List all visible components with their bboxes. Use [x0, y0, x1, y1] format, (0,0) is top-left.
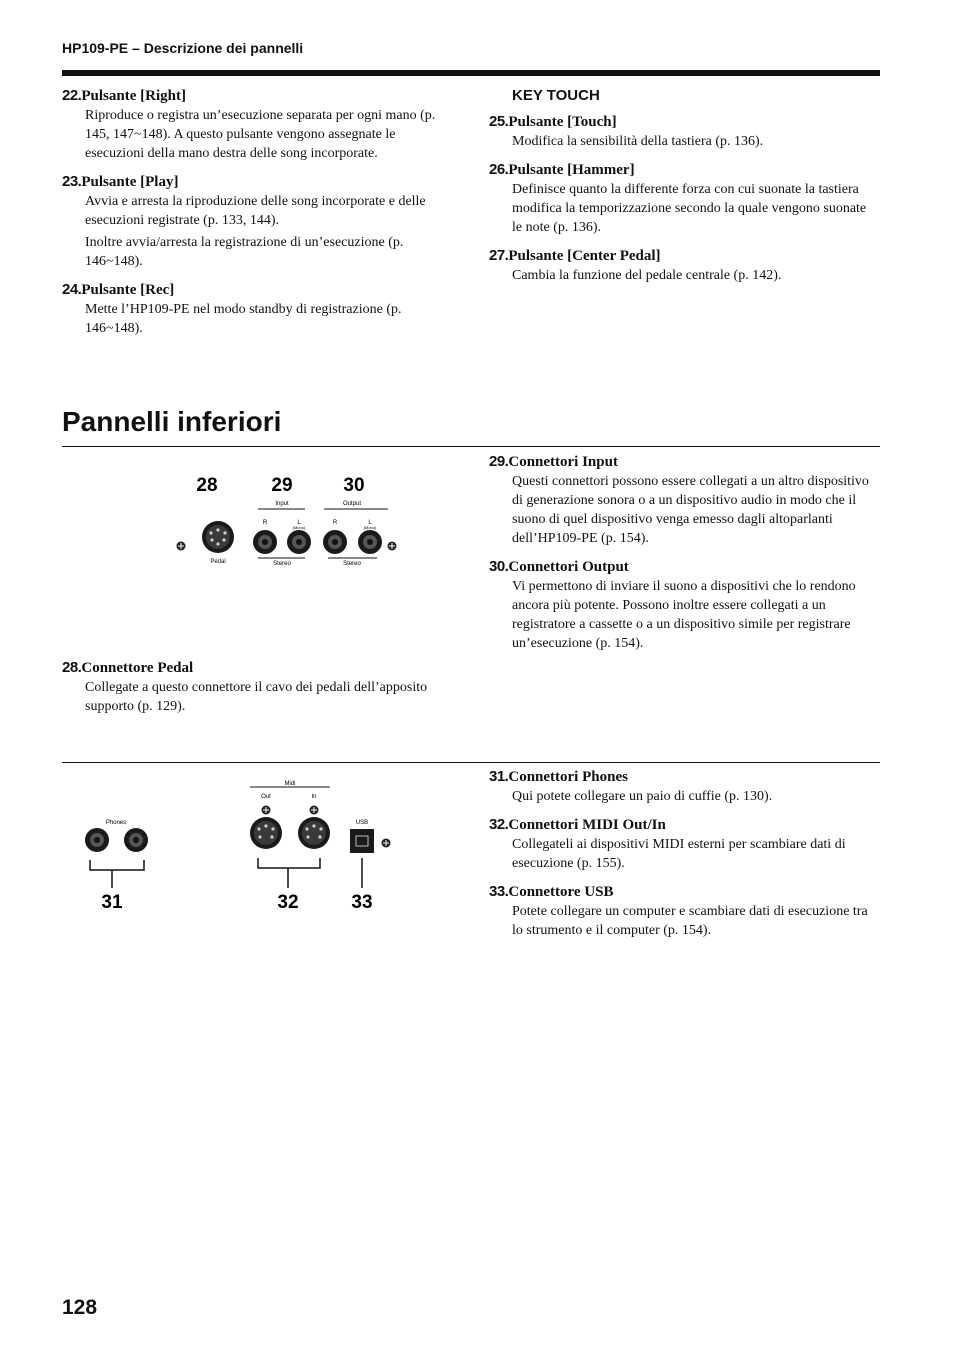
- item-paragraph: Definisce quanto la differente forza con cui suonate la tastiera modifica la temporizzazione secondo la quale vengono suonate le note (p. 136).: [512, 182, 867, 235]
- item-number: 25.: [489, 113, 509, 130]
- item-body: [62, 106, 442, 163]
- item-title: Connettori Input: [508, 454, 618, 470]
- rear-panel-diagram-2: [80, 776, 400, 918]
- item-paragraph: Potete collegare un computer e scambiare dati di esecuzione tra lo strumento e il computer (p. 154).: [512, 904, 868, 938]
- output-l-label: L: [368, 520, 372, 526]
- item-body: [489, 902, 869, 940]
- usb-label: USB: [355, 820, 369, 826]
- list-item: [62, 172, 442, 271]
- callout-31: 31: [101, 892, 123, 913]
- callout-33: 33: [351, 892, 373, 913]
- output-mono-label: (Mono): [363, 525, 377, 530]
- list-item: [62, 658, 442, 716]
- item-number: 31.: [489, 768, 509, 785]
- screw-icon: [382, 839, 391, 848]
- item-paragraph: Inoltre avvia/arresta la registrazione di un’esecuzione (p. 146~148).: [85, 235, 404, 269]
- item-body: [62, 678, 442, 716]
- midi-out-din-icon: [250, 817, 282, 849]
- item-number: 24.: [62, 281, 82, 298]
- phones-label: Phones: [105, 820, 127, 826]
- phones-jack-1-icon: [85, 828, 109, 852]
- list-item: [489, 767, 869, 806]
- item-paragraph: Collegateli ai dispositivi MIDI esterni per scambiare dati di esecuzione (p. 155).: [512, 837, 846, 871]
- input-mono-label: (Mono): [292, 525, 306, 530]
- item-heading: [489, 557, 869, 577]
- key-touch-subhead: KEY TOUCH: [512, 87, 600, 104]
- item-number: 32.: [489, 816, 509, 833]
- list-item: [62, 280, 442, 338]
- item-title: Connettori Output: [508, 559, 629, 575]
- item-paragraph: Collegate a questo connettore il cavo dei pedali dell’apposito supporto (p. 129).: [85, 680, 428, 714]
- left-top-column: [62, 86, 442, 347]
- item-number: 23.: [62, 173, 82, 190]
- list-item: [489, 815, 869, 873]
- item-title: Connettore Pedal: [81, 660, 194, 676]
- list-item: [489, 557, 869, 653]
- item-heading: [489, 246, 869, 266]
- item-paragraph: Questi connettori possono essere collegati a un altro dispositivo di generazione sonora o a un dispositivo audio in modo che il suono di quel dispositivo venga emesso dagli altoparlanti dell’HP109-PE (p. 154).: [512, 474, 869, 546]
- screw-icon: [388, 542, 397, 551]
- header-rule: [62, 70, 880, 76]
- item-body: [62, 192, 442, 271]
- pedal-din-connector-icon: [202, 521, 234, 553]
- midi-out-label: Out: [261, 794, 271, 800]
- output-r-jack-icon: [323, 530, 347, 554]
- usb-port-icon: [350, 829, 374, 853]
- item-body: [489, 266, 869, 285]
- midi-label: Midi: [284, 781, 296, 787]
- output-l-jack-icon: [358, 530, 382, 554]
- list-item: [489, 882, 869, 940]
- item-heading: [489, 160, 869, 180]
- item-number: 30.: [489, 558, 509, 575]
- callout-30: 30: [343, 475, 365, 496]
- item-heading: [489, 767, 869, 787]
- item-number: 26.: [489, 161, 509, 178]
- item-title: Pulsante [Touch]: [508, 114, 617, 130]
- item-paragraph: Mette l’HP109-PE nel modo standby di registrazione (p. 146~148).: [85, 302, 402, 336]
- phones-jack-2-icon: [124, 828, 148, 852]
- item-title: Pulsante [Rec]: [81, 282, 175, 298]
- rear-panel-diagram-1: [165, 466, 405, 576]
- item-title: Connettori MIDI Out/In: [508, 817, 666, 833]
- item-title: Pulsante [Hammer]: [508, 162, 635, 178]
- item-body: [489, 472, 869, 548]
- item-title: Pulsante [Center Pedal]: [508, 248, 661, 264]
- input-stereo-label: Stereo: [273, 561, 291, 567]
- section-title: Pannelli inferiori: [62, 406, 282, 437]
- item-heading: [62, 658, 442, 678]
- callout-29: 29: [271, 475, 293, 496]
- screw-icon: [262, 806, 271, 815]
- input-r-jack-icon: [253, 530, 277, 554]
- input-label: Input: [275, 501, 289, 507]
- item-number: 33.: [489, 883, 509, 900]
- screw-icon: [310, 806, 319, 815]
- item-number: 22.: [62, 87, 82, 104]
- right-top-column: [489, 86, 869, 294]
- item-heading: [489, 815, 869, 835]
- input-l-jack-icon: [287, 530, 311, 554]
- page-number: 128: [62, 1296, 98, 1319]
- midi-in-din-icon: [298, 817, 330, 849]
- item-paragraph: Riproduce o registra un’esecuzione separata per ogni mano (p. 145, 147~148). A questo pulsante vengono assegnate le esecuzioni della mano destra delle song incorporate.: [85, 108, 436, 161]
- right-mid-column: [489, 452, 869, 662]
- item-heading: [62, 172, 442, 192]
- pedal-label: Pedal: [210, 559, 226, 565]
- left-mid-column: [62, 658, 442, 725]
- list-item: [489, 246, 869, 285]
- item-heading: [489, 452, 869, 472]
- item-body: [489, 180, 869, 237]
- item-paragraph: Avvia e arresta la riproduzione delle song incorporate e delle esecuzioni registrate (p. 133, 144).: [85, 194, 426, 228]
- list-item: [489, 452, 869, 548]
- item-paragraph: Modifica la sensibilità della tastiera (p. 136).: [512, 134, 764, 149]
- midi-in-label: In: [311, 794, 317, 800]
- input-r-label: R: [262, 520, 268, 526]
- output-stereo-label: Stereo: [343, 561, 361, 567]
- item-heading: [62, 280, 442, 300]
- list-item: [489, 112, 869, 151]
- item-number: 27.: [489, 247, 509, 264]
- item-title: Connettore USB: [508, 884, 614, 900]
- running-header: HP109-PE – Descrizione dei pannelli: [62, 40, 304, 56]
- item-body: [489, 787, 869, 806]
- callout-28: 28: [196, 475, 218, 496]
- callout-32: 32: [277, 892, 299, 913]
- screw-icon: [177, 542, 186, 551]
- right-bottom-column: [489, 767, 869, 949]
- item-title: Connettori Phones: [508, 769, 628, 785]
- item-number: 28.: [62, 659, 82, 676]
- section-rule-2: [62, 762, 880, 763]
- key-touch-items: [489, 112, 869, 285]
- output-r-label: R: [332, 520, 338, 526]
- item-heading: [489, 882, 869, 902]
- item-body: [489, 132, 869, 151]
- item-title: Pulsante [Right]: [81, 88, 186, 104]
- section-rule: [62, 446, 880, 447]
- list-item: [489, 160, 869, 237]
- item-body: [62, 300, 442, 338]
- list-item: [62, 86, 442, 163]
- item-paragraph: Vi permettono di inviare il suono a dispositivi che lo rendono ancora più potente. Possono inoltre essere collegati a un registratore a cassette o a un dispositivo simile per registrare un’esecuzione (p. 154).: [512, 579, 856, 651]
- item-heading: [489, 112, 869, 132]
- item-number: 29.: [489, 453, 509, 470]
- item-body: [489, 835, 869, 873]
- item-paragraph: Cambia la funzione del pedale centrale (p. 142).: [512, 268, 782, 283]
- item-paragraph: Qui potete collegare un paio di cuffie (p. 130).: [512, 789, 773, 804]
- item-heading: [62, 86, 442, 106]
- input-l-label: L: [297, 520, 301, 526]
- item-body: [489, 577, 869, 653]
- item-title: Pulsante [Play]: [81, 174, 179, 190]
- output-label: Output: [342, 501, 362, 507]
